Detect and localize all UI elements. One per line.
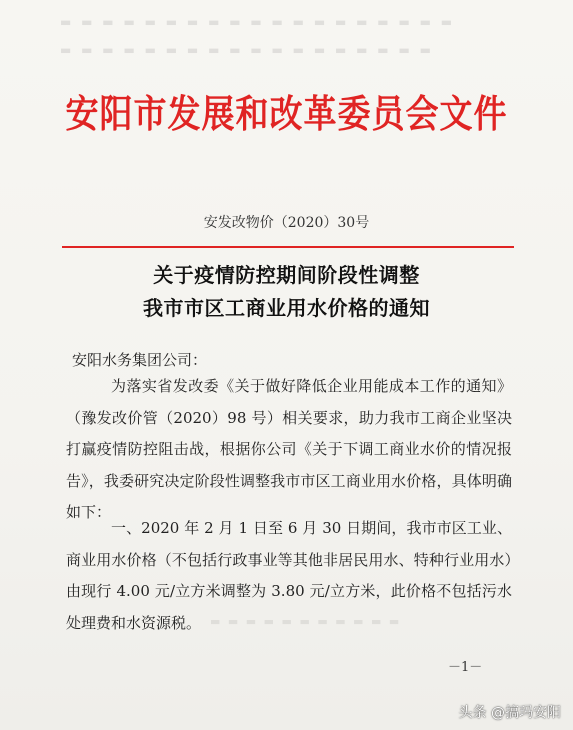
bleed-through-text: ▬ ▬ ▬ ▬ ▬ ▬ ▬ ▬ ▬ ▬ ▬ ▬ ▬ ▬ ▬ ▬ ▬ ▬ ▬ ▬ ▬ ▬ ▬ ▬ ▬ ▬ ▬ ▬ ▬ ▬ ▬ ▬ ▬ ▬ ▬ ▬ ▬ [60,15,456,57]
red-divider [62,246,514,248]
bleed-through-text-bottom: ▬ ▬ ▬ ▬ ▬ ▬ ▬ ▬ ▬ ▬ ▬ [210,615,402,628]
document-header: 安阳市发展和改革委员会文件 [65,91,508,137]
watermark: 头条 @搞玛安阳 [458,705,561,721]
salutation: 安阳水务集团公司： [72,351,208,369]
page-number: －1－ [448,660,483,675]
document-title-line1: 关于疫情防控期间阶段性调整 [153,263,420,287]
paragraph-1: 为落实省发改委《关于做好降低企业用能成本工作的通知》（豫发改价管（2020）98 号）相关要求，助力我市工商企业坚决打赢疫情防控阻击战，根据你公司《关于下调工商业水价的情况报告》，我委研究决定阶段性调整我市市区工商业用水价格，具体明确如下： [66,377,512,521]
document-number: 安发改物价（2020）30号 [203,215,370,231]
document-title-line2: 我市市区工商业用水价格的通知 [143,296,430,320]
paragraph-2: 一、2020 年 2 月 1 日至 6 月 30 日期间，我市市区工业、商业用水价格（不包括行政事业等其他非居民用水、特种行业用水）由现行 4.00 元/立方米调整为 3.80 元/立方米，此价格不包括污水处理费和水资源税。 [66,519,512,632]
